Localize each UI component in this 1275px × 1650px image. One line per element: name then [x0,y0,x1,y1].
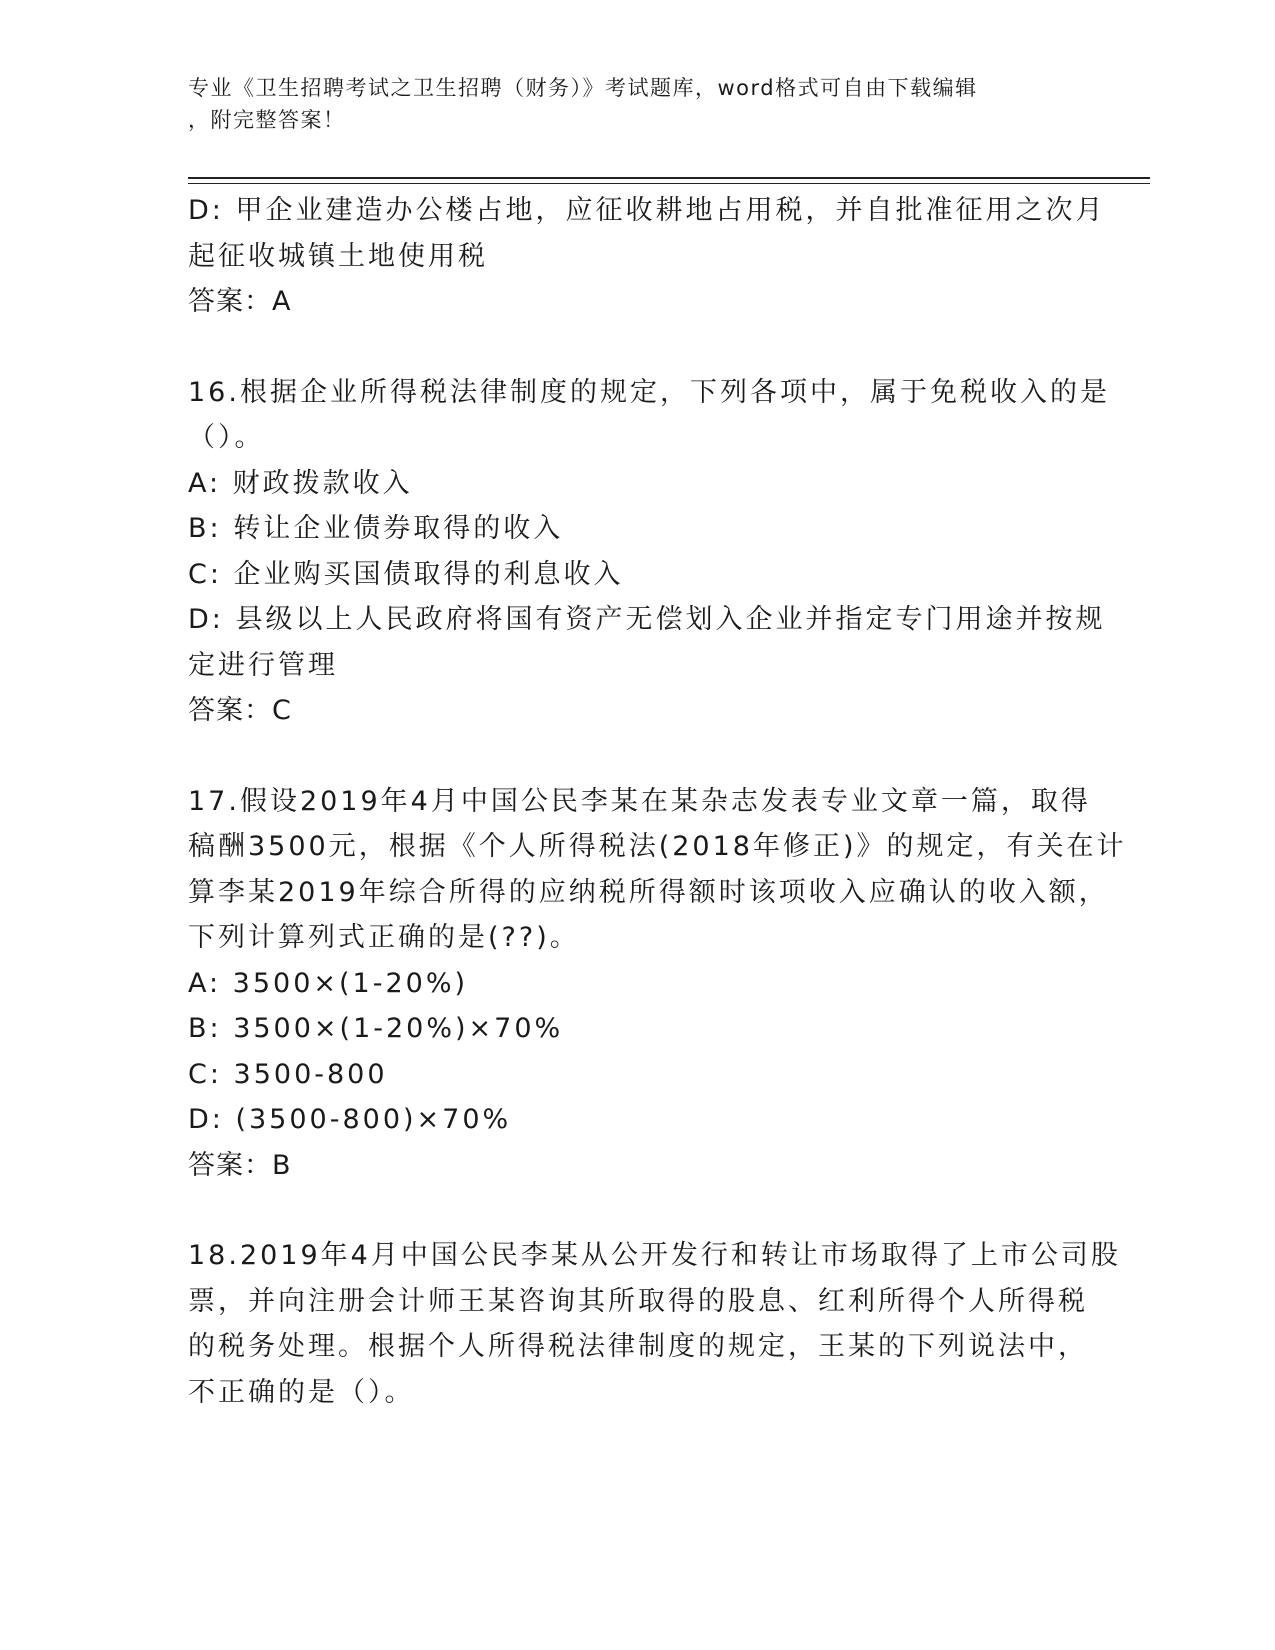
option-d-line-2: 定进行管理 [188,649,338,681]
question-stem-line-1: 16.根据企业所得税法律制度的规定，下列各项中，属于免税收入的是 [188,376,1110,408]
question-17 [188,779,1127,1189]
answer-line: 答案：B [188,1149,292,1181]
header-line-1: 专业《卫生招聘考试之卫生招聘（财务）》考试题库，word格式可自由下载编辑 [188,76,978,100]
spacer [188,325,1088,370]
option-d: D: (3500-800)×70% [188,1104,512,1135]
header-rule-thick [188,177,1150,179]
question-stem-line-3: 的税务处理。根据个人所得税法律制度的规定，王某的下列说法中， [188,1331,1088,1362]
question-16 [188,370,1110,734]
option-b: B: 3500×(1-20%)×70% [188,1013,564,1044]
answer-line: 答案：A [188,286,292,317]
question-stem-line-4: 不正确的是（）。 [188,1376,415,1408]
option-d-line-2: 起征收城镇土地使用税 [188,240,488,272]
question-15-tail [188,188,1106,325]
option-d-line-1: D: 甲企业建造办公楼占地，应征收耕地占用税，并自批准征用之次月 [188,195,1106,226]
option-c: C: 企业购买国债取得的利息收入 [188,558,624,590]
option-a: A: 财政拨款收入 [188,467,413,499]
spacer [188,1188,1088,1233]
document-body [188,188,1127,1415]
page-header [188,72,1088,136]
question-stem-line-2: 稿酬3500元，根据《个人所得税法(2018年修正)》的规定，有关在计 [188,831,1127,862]
spacer [188,734,1088,779]
question-stem-line-1: 18.2019年4月中国公民李某从公开发行和转让市场取得了上市公司股 [188,1240,1121,1271]
question-18 [188,1233,1121,1415]
header-line-2: ，附完整答案！ [188,108,346,132]
option-c: C: 3500-800 [188,1058,388,1090]
question-stem-line-4: 下列计算列式正确的是(??)。 [188,922,580,953]
option-a: A: 3500×(1-20%) [188,967,469,999]
answer-line: 答案：C [188,695,292,726]
header-rule-thin [188,183,1150,184]
option-b: B: 转让企业债券取得的收入 [188,513,564,544]
question-stem-line-3: 算李某2019年综合所得的应纳税所得额时该项收入应确认的收入额， [188,876,1109,908]
question-stem-line-1: 17.假设2019年4月中国公民李某在某杂志发表专业文章一篇，取得 [188,785,1091,817]
question-stem-line-2: 票，并向注册会计师王某咨询其所取得的股息、红利所得个人所得税 [188,1285,1088,1317]
option-d-line-1: D: 县级以上人民政府将国有资产无偿划入企业并指定专门用途并按规 [188,604,1106,635]
question-stem-line-2: （）。 [188,422,265,453]
